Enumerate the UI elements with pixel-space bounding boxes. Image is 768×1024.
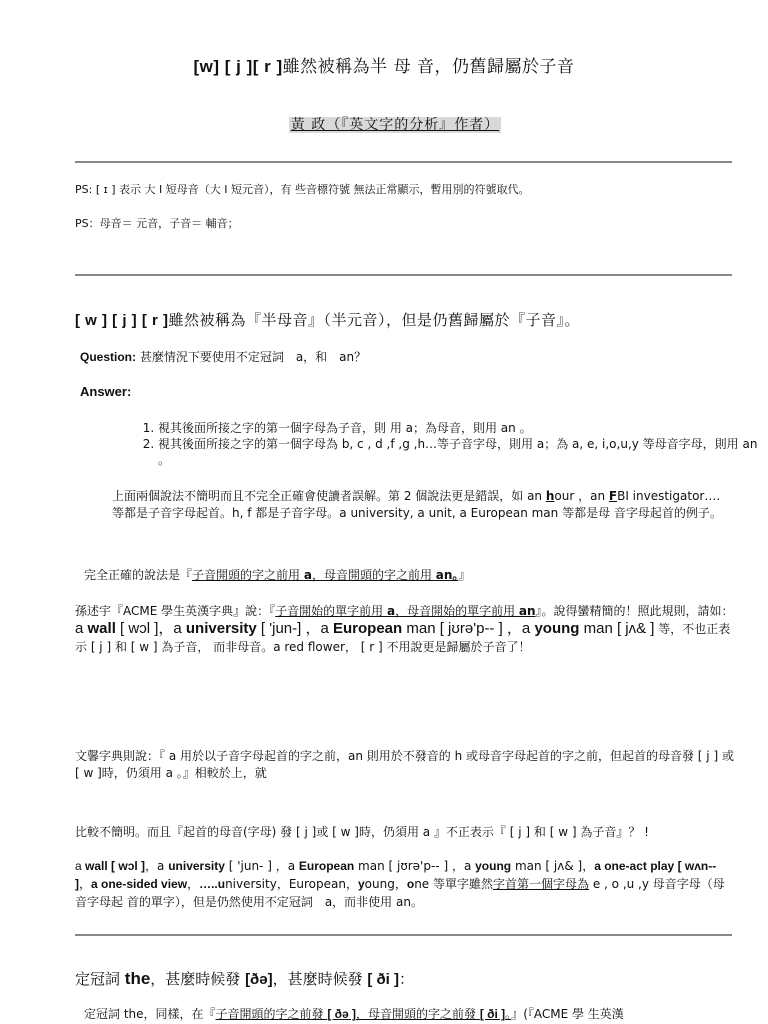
paragraph-wenxin: 文馨字典則說：『 a 用於以子音字母起首的字之前，an 則用於不發音的 h 或母音字母起首的字之前，但起首的母音發 [ j ] 或 [ w ]時，仍須用 a 。』相較於上，就	[75, 749, 734, 780]
author-link[interactable]: 黃 政（『英文字的分析』作者）	[290, 117, 500, 133]
text-run: 孫述宇『ACME 學生英漢字典』說：『	[75, 604, 276, 618]
text-run: ，甚麼時候發	[150, 970, 246, 988]
text-run: e , o ,u ,y 母音字母（母 音字母起 首的單字），但是仍然使用不定冠詞 a，而非使用 an。	[75, 877, 725, 909]
bold-underlined-text: [ ði ]	[479, 1007, 506, 1021]
section-heading-the	[75, 968, 414, 989]
divider-1	[75, 161, 732, 163]
heading-word: the	[124, 969, 151, 988]
text-run: ，甚麼時候發	[272, 970, 368, 988]
text-run: ：	[399, 970, 415, 988]
example-word: young	[475, 859, 512, 873]
divider-3	[75, 934, 732, 936]
question	[80, 348, 366, 365]
underlined-text: 。	[505, 1007, 512, 1021]
text-run: ，	[187, 877, 200, 891]
text-run: a	[75, 859, 86, 873]
example-word: a one-act play [ wʌn-- ]	[75, 859, 717, 891]
text-run: niversity，European，	[225, 877, 358, 891]
emphasis-letter: h	[545, 489, 555, 503]
text-run: 定冠詞	[75, 970, 125, 988]
ps-note-1: PS: [ ɪ ] 表示 大 I 短母音（大 I 短元音），有 些音標符號 無法正常顯示，暫用別的符號取代。	[75, 183, 530, 196]
list-item: 1. 視其後面所接之字的第一個字母為子音，則 用 a；為母音，則用 an 。	[158, 420, 758, 436]
text-run: BI investigator….等都是子音字母起首。h, f 都是子音字母。a university, a unit, a European man 等都是母 音字母起首的例子。	[112, 489, 722, 520]
example-text: man [ jʌ& ]	[579, 620, 655, 637]
example-word: university	[168, 859, 225, 873]
text-run: ，a	[145, 859, 169, 873]
underlined-text: 子音開始的單字前用	[275, 604, 387, 618]
title-phonemes: [w] [ j ][ r ]	[193, 57, 283, 76]
paragraph-the-rule	[84, 1006, 744, 1023]
divider-2	[75, 274, 732, 276]
underlined-text: ，母音開頭的字之前用	[311, 568, 436, 582]
example-text: [ wɔl ]，a	[115, 620, 186, 637]
author-line	[0, 114, 768, 134]
example-word: university	[185, 620, 257, 637]
underlined-text: 字首第一個字母為	[493, 877, 590, 891]
page-title	[0, 52, 768, 77]
underlined-text: 子音開頭的字之前用	[192, 568, 304, 582]
text-run: [ 'jun- ] ，a	[224, 859, 299, 873]
paragraph-correct-rule	[84, 567, 734, 584]
question-text: 甚麼情況下要使用不定冠詞 a，和 an？	[136, 350, 367, 364]
bold-underlined-text: [ ðə ]	[327, 1007, 357, 1021]
bold-underlined-text: an	[518, 604, 536, 618]
text-run: 等，不也正表示 [ j ] 和 [ w ] 為子音， 而非母音。a red flower， [ r ] 不用說更是歸屬於子音了！	[75, 622, 731, 654]
text-run: 』(『ACME 學 生英漢	[511, 1007, 624, 1021]
example-word: European	[298, 859, 355, 873]
underlined-text: ，母音開始的單字前用	[395, 604, 519, 618]
text-run: 上面兩個說法不簡明而且不完全正確會使讀者誤解。第 2 個說法更是錯誤，如 an	[112, 489, 546, 503]
example-word: o	[406, 877, 415, 891]
phonetic: [ðə]	[245, 971, 273, 988]
ps-note-2: PS：母音＝ 元音，子音＝ 輔音；	[75, 217, 239, 230]
text-run: ，	[79, 877, 92, 891]
text-run: ne 等單字雖然	[414, 877, 493, 891]
emphasis-letter: F	[608, 489, 618, 503]
bold-underlined-text: a	[386, 604, 396, 618]
text-run: 』。說得蠻精簡的！照此規則，請如：	[535, 604, 734, 618]
example-text: a	[75, 620, 88, 637]
example-word: wall [ wɔl ]	[85, 859, 146, 873]
text-run: man [ jʊrə'p-- ] ，a	[354, 859, 476, 873]
text-run: our ，an	[554, 489, 609, 503]
example-word: European	[333, 620, 403, 637]
list-item: 2. 視其後面所接之字的第一個字母為 b, c , d ,f ,g ,h…等子音字母，則用 a；為 a, e, i,o,u,y 等母音字母，則用 an 。	[158, 436, 758, 468]
paragraph-comparison: 比較不簡明。而且『起首的母音(字母) 發 [ j ]或 [ w ]時，仍須用 a 』不正表示『 [ j ] 和 [ w ] 為子音』？ !	[75, 825, 649, 839]
phonetic: [ ði ]	[367, 971, 399, 988]
answer-label: Answer:	[80, 384, 132, 399]
example-word: a one-sided view	[91, 877, 188, 891]
example-text: man [ jʊrə'p-- ] ，a	[402, 620, 535, 637]
bold-underlined-text: a	[303, 568, 312, 582]
example-text: [ 'jun-] ，a	[256, 620, 333, 637]
text-run: 定冠詞 the，同樣，在『	[84, 1007, 216, 1021]
heading-text: 雖然被稱為『半母音』（半元音），但是仍舊歸屬於『子音』。	[168, 311, 580, 329]
example-word: wall	[87, 620, 116, 637]
example-word: …..u	[199, 877, 226, 891]
title-text: 雖然被稱為半 母 音，仍舊歸屬於子音	[282, 57, 575, 77]
underlined-text: ，母音開頭的字之前發	[356, 1007, 480, 1021]
bold-underlined-text: an。	[435, 568, 459, 582]
text-run: oung，	[364, 877, 407, 891]
text-run: man [ jʌ& ]，	[511, 859, 595, 873]
text-run: 』	[458, 568, 471, 582]
example-word: y	[357, 877, 365, 891]
example-word: young	[534, 620, 580, 637]
question-label: Question:	[80, 350, 136, 364]
answer-list	[140, 420, 758, 468]
section-heading	[75, 309, 580, 330]
text-run: 完全正確的說法是『	[84, 568, 193, 582]
paragraph-examples	[75, 857, 735, 911]
paragraph-acme	[75, 602, 735, 656]
underlined-text: 子音開頭的字之前發	[215, 1007, 328, 1021]
heading-phonemes: [ w ] [ j ] [ r ]	[75, 312, 169, 329]
paragraph-criticism	[112, 488, 732, 522]
